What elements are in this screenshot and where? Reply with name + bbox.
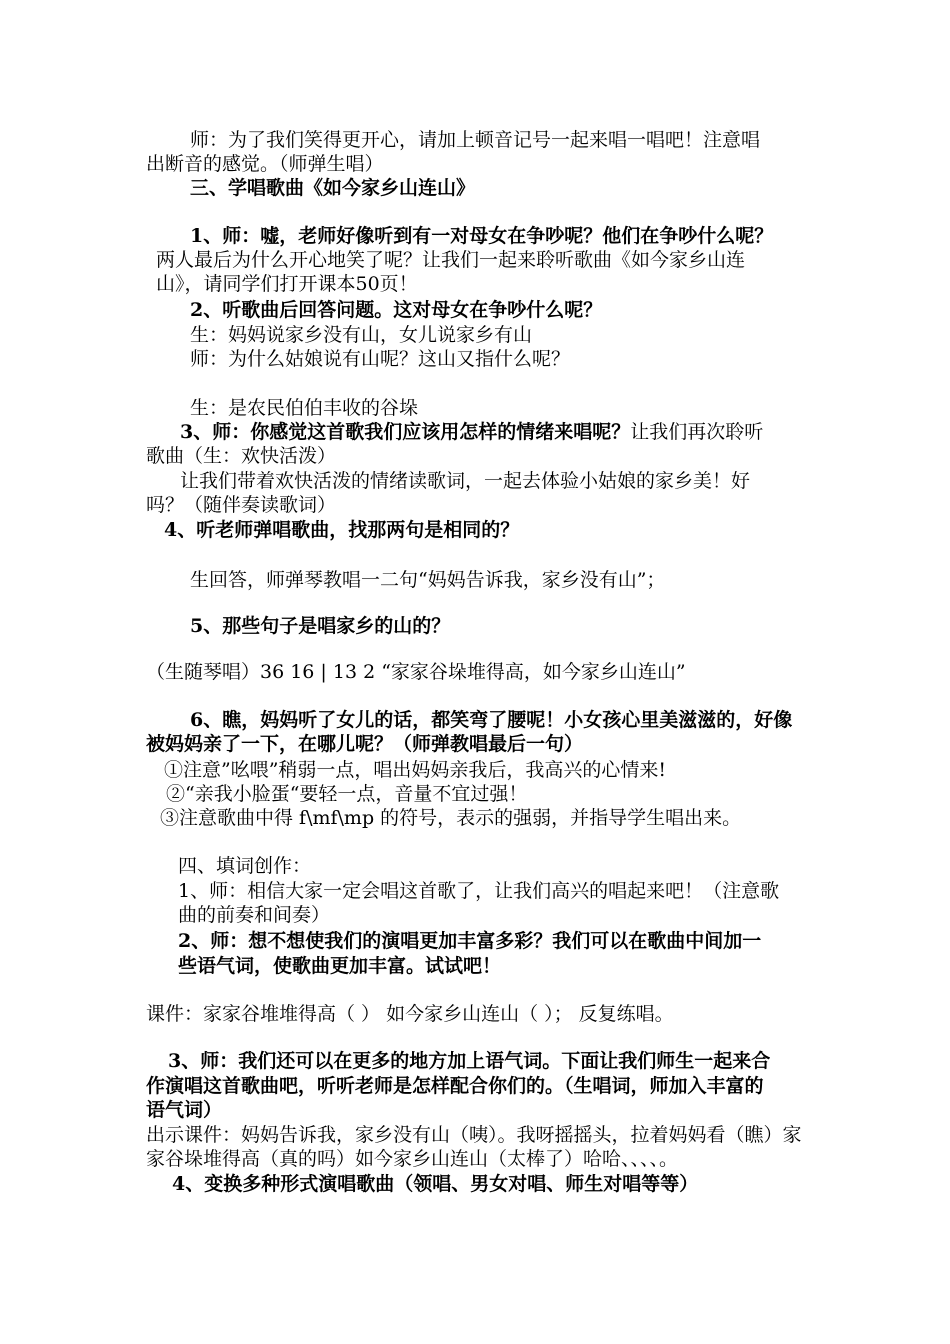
text-line: 两人最后为什么开心地笑了呢？让我们一起来聆听歌曲《如今家乡山连 (156, 249, 746, 271)
text-line: 1、师：相信大家一定会唱这首歌了，让我们高兴的唱起来吧！（注意歌 (178, 880, 780, 902)
text-line: 作演唱这首歌曲吧，听听老师是怎样配合你们的。（生唱词，师加入丰富的 (146, 1075, 764, 1097)
text-line: 曲的前奏和间奏） (178, 904, 331, 926)
text-line: （生随琴唱）36 16 | 13 2 “家家谷垛堆得高，如今家乡山连山” (146, 661, 686, 683)
text-line: 3、师：我们还可以在更多的地方加上语气词。下面让我们师生一起来合 (168, 1050, 771, 1072)
text-line: 让我们带着欢快活泼的情绪读歌词，一起去体验小姑娘的家乡美！好 (180, 470, 751, 492)
text-line: 4、听老师弹唱歌曲，找那两句是相同的？ (164, 519, 520, 541)
section-heading: 三、学唱歌曲《如今家乡山连山》 (190, 177, 476, 199)
text-line: 4、变换多种形式演唱歌曲（领唱、男女对唱、师生对唱等等） (172, 1173, 699, 1195)
text-line: 生回答，师弹琴教唱一二句“妈妈告诉我，家乡没有山”； (190, 569, 666, 591)
text-line: 师：为什么姑娘说有山呢？这山又指什么呢？ (190, 348, 571, 370)
text-line: 出示课件：妈妈告诉我，家乡没有山（咦）。我呀摇摇头，拉着妈妈看（瞧）家 (146, 1124, 802, 1146)
text-line: ②“亲我小脸蛋“要轻一点，音量不宜过强！ (166, 783, 528, 805)
text-line: 家谷垛堆得高（真的吗）如今家乡山连山（太棒了）哈哈、、、、。 (146, 1148, 679, 1170)
text-line: 6、瞧，妈妈听了女儿的话，都笑弯了腰呢！小女孩心里美滋滋的，好像 (190, 709, 793, 731)
text-line: 师：为了我们笑得更开心，请加上顿音记号一起来唱一唱吧！注意唱 (190, 129, 761, 151)
text-line: 2、师：想不想使我们的演唱更加丰富多彩？我们可以在歌曲中间加一 (178, 930, 762, 952)
section-heading: 四、填词创作： (178, 855, 312, 877)
text-line: 1、师：嘘，老师好像听到有一对母女在争吵呢？他们在争吵什么呢？ (190, 225, 774, 247)
text-line: 5、那些句子是唱家乡的山的？ (190, 615, 451, 637)
text-line: 些语气词，使歌曲更加丰富。试试吧！ (178, 955, 502, 977)
text-line: 山》，请同学们打开课本50页！ (156, 273, 418, 295)
text-line: ①注意”吆喂”稍弱一点，唱出妈妈亲我后，我高兴的心情来! (164, 759, 667, 781)
text-line: 生：是农民伯伯丰收的谷垛 (190, 397, 419, 419)
text-line: 2、听歌曲后回答问题。这对母女在争吵什么呢？ (190, 299, 603, 321)
text-line: 出断音的感觉。（师弹生唱） (146, 153, 384, 175)
text-line: 歌曲（生：欢快活泼） (146, 445, 337, 467)
text-line: 语气词） (146, 1099, 223, 1121)
question-text: 3、师：你感觉这首歌我们应该用怎样的情绪来唱呢？ (180, 421, 631, 443)
text-line: 吗？（随伴奏读歌词） (146, 494, 337, 516)
text-line: 被妈妈亲了一下，在哪儿呢？（师弹教唱最后一句） (146, 733, 584, 755)
text-line: 课件：家家谷堆堆得高（ ） 如今家乡山连山（ ）； 反复练唱。 (146, 1003, 674, 1025)
text-line: ③注意歌曲中得 f\mf\mp 的符号，表示的强弱，并指导学生唱出来。 (160, 807, 742, 829)
text-line: 生：妈妈说家乡没有山，女儿说家乡有山 (190, 324, 533, 346)
question-continuation: 让我们再次聆听 (630, 421, 764, 443)
text-line (180, 420, 763, 444)
